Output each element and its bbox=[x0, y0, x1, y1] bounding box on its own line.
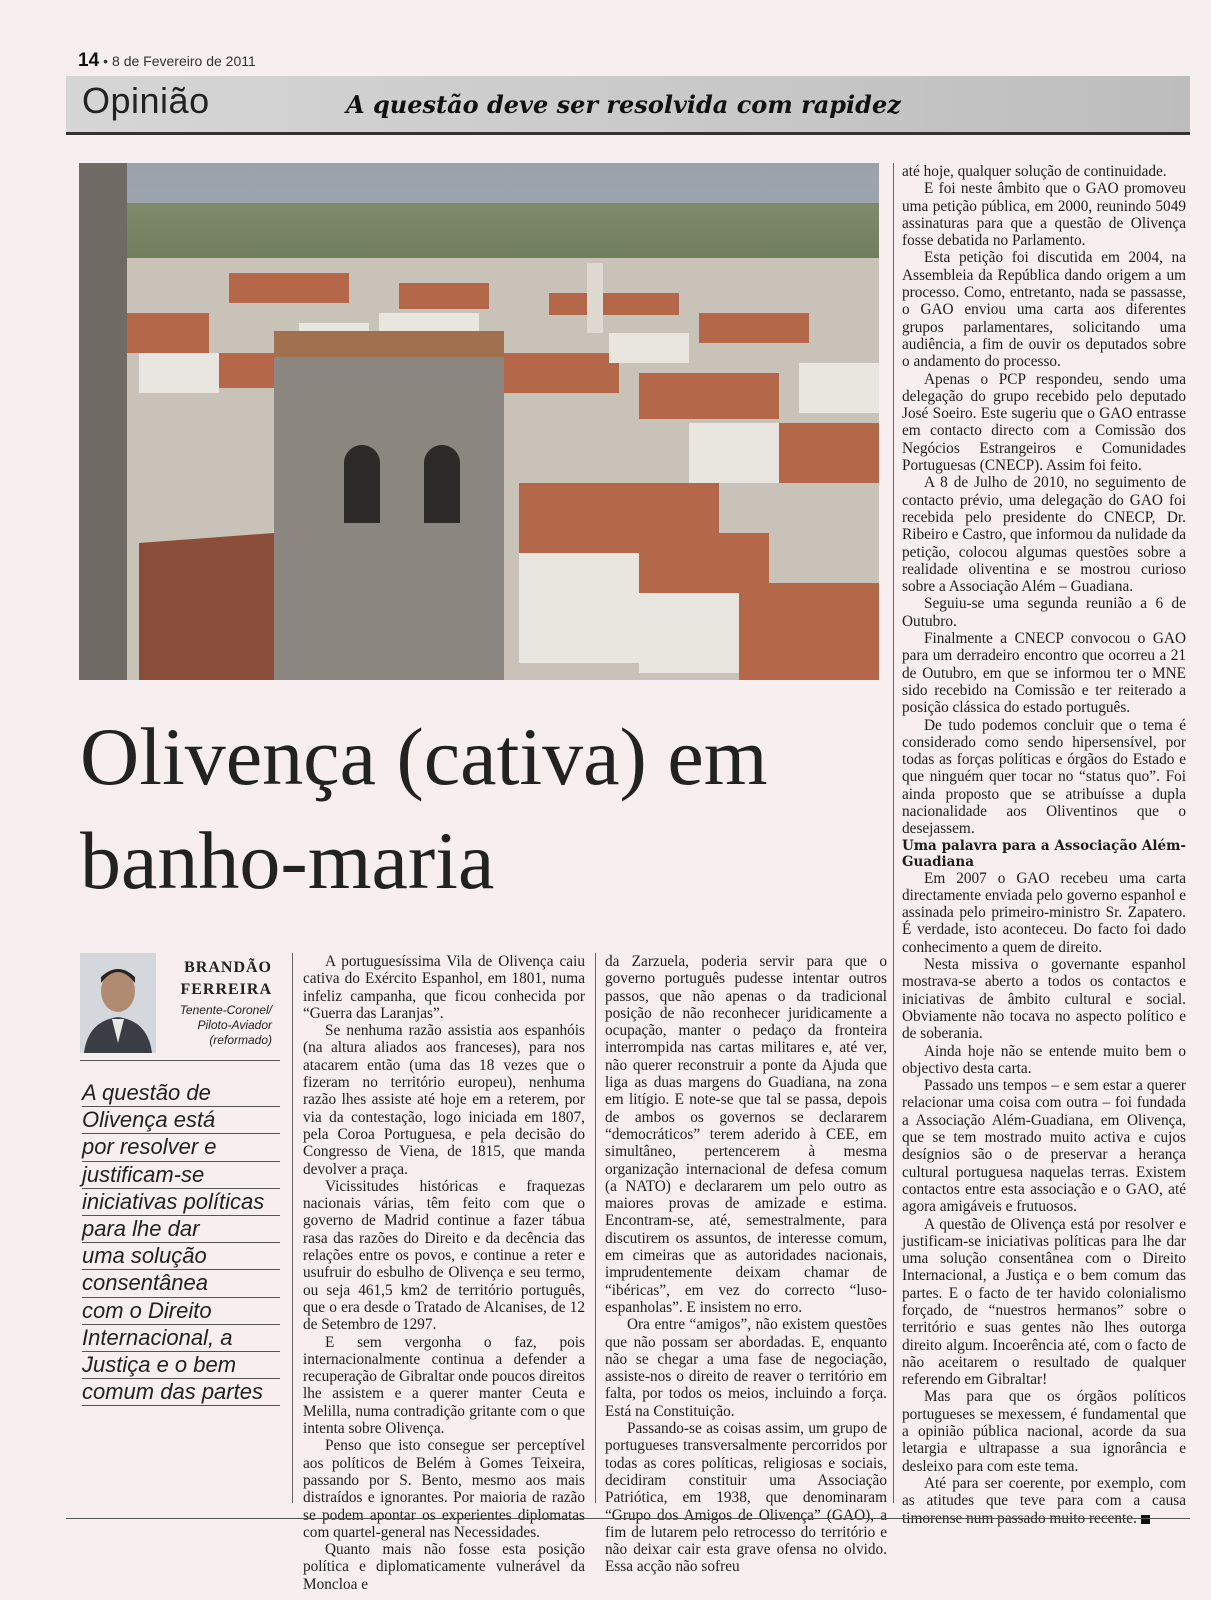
author-role-line: Piloto-Aviador bbox=[197, 1018, 272, 1032]
paragraph: Se nenhuma razão assistia aos espanhóis (na altura aliados aos franceses), para nos atacarem então (uma das 18 vezes que o fizeram no território europeu), nenhuma razão lhes assiste até hoje em a reterem, por via da contestação, logo iniciada em 1807, pela Coroa Portuguesa, e pela decisão do Congresso de Viena, de 1815, que manda devolver a praça. bbox=[303, 1022, 585, 1178]
author-role bbox=[180, 1003, 272, 1048]
paragraph: Esta petição foi discutida em 2004, na Assembleia da República dando origem a um processo. Como, entretanto, nada se passasse, o GAO enviou uma carta aos diferentes grupos parlamentares, solicitando uma audiência, a fim de ouvir os deputados sobre o andamento do processo. bbox=[902, 249, 1186, 371]
end-of-article-square-icon bbox=[1141, 1515, 1150, 1524]
pull-quote-line: consentânea bbox=[82, 1270, 280, 1297]
paragraph: Nesta missiva o governante espanhol mostrava-se aberto a todos os contactos e iniciativas de âmbito cultural e social. Obviamente não tocava no aspecto político e de soberania. bbox=[902, 956, 1186, 1043]
section-name: Opinião bbox=[82, 80, 210, 121]
article-headline: Olivença (cativa) em banho-maria bbox=[80, 711, 768, 906]
town-photo bbox=[79, 163, 879, 680]
paragraph: E sem vergonha o faz, pois internacionalmente continua a defender a recuperação de Gibraltar onde poucos direitos lhe assistem e a querer manter Ceuta e Melilla, numa contradição gritante com o que intenta sobre Olivença. bbox=[303, 1333, 585, 1438]
paragraph: Finalmente a CNECP convocou o GAO para um derradeiro encontro que ocorreu a 21 de Outubro, em que se informou ter o MNE sido recebido na Comissão e ter reiterado a posição clássica do estado português. bbox=[902, 630, 1186, 717]
page-number: 14 bbox=[78, 50, 100, 71]
pull-quote-line: Justiça e o bem bbox=[82, 1352, 280, 1379]
subheading: Uma palavra para a Associação Além-Guadiana bbox=[902, 837, 1186, 870]
pull-quote-line: por resolver e bbox=[82, 1134, 280, 1161]
pull-quote-line: comum das partes bbox=[82, 1379, 280, 1406]
olivenca-rooftops-image bbox=[79, 163, 879, 680]
folio-separator: • bbox=[103, 53, 109, 69]
paragraph: A portuguesíssima Vila de Olivença caiu cativa do Exército Espanhol, em 1801, numa infeliz campanha, que ficou conhecida por “Guerra das Laranjas”. bbox=[303, 953, 585, 1022]
pull-quote-line: com o Direito bbox=[82, 1298, 280, 1325]
paragraph: Passado uns tempos – e sem estar a querer relacionar uma coisa com outra – foi fundada a Associação Além-Guadiana, em Olivença, que se tem mostrado muito activa e cujos desígnios são o de preservar a herança cultural portuguesa naquelas terras. Existem contactos entre esta associação e o GAO, até agora amigáveis e frutuosos. bbox=[902, 1077, 1186, 1216]
pull-quote-line: uma solução bbox=[82, 1243, 280, 1270]
pull-quote-line: Olivença está bbox=[82, 1107, 280, 1134]
paragraph: Ainda hoje não se entende muito bem o objectivo desta carta. bbox=[902, 1042, 1186, 1077]
article-column-3 bbox=[902, 163, 1186, 1527]
paragraph: Em 2007 o GAO recebeu uma carta directamente enviada pelo governo espanhol e assinada pelo primeiro-ministro Sr. Zapatero. É verdade, isto aconteceu. Do facto foi dado conhecimento a quem de direito. bbox=[902, 869, 1186, 956]
paragraph: A questão de Olivença está por resolver e justificam-se iniciativas políticas para lhe dar uma solução consentânea com o Direito Internacional, a Justiça e o bem comum das partes. E o facto de ter havido colonialismo forçado, de “nuestros hermanos” sobre o território e suas gentes não lhes outorga direito algum. Incoerência até, com o facto de não aceitarem o resultado de qualquer referendo em Gibraltar! bbox=[902, 1215, 1186, 1389]
section-header-bar bbox=[66, 76, 1190, 135]
author-last-name: FERREIRA bbox=[180, 981, 272, 998]
author-portrait-image bbox=[80, 953, 156, 1053]
author-first-name: BRANDÃO bbox=[184, 959, 272, 976]
byline-divider bbox=[80, 1060, 280, 1061]
column-divider bbox=[595, 953, 596, 1503]
paragraph: De tudo podemos concluir que o tema é considerado como sendo hipersensível, por todas as forças políticas e órgãos do Estado e que ninguém quer tocar no “status quo”. Foi ainda proposto que se atribuísse a dupla nacionalidade aos Oliventinos que o desejassem. bbox=[902, 716, 1186, 838]
final-paragraph-text: Até para ser coerente, por exemplo, com as atitudes que teve para com a causa timorense num passado muito recente. bbox=[902, 1474, 1186, 1527]
section-tagline: A questão deve ser resolvida com rapidez bbox=[346, 90, 901, 119]
page-bottom-rule bbox=[66, 1518, 1190, 1519]
paragraph: Penso que isto consegue ser perceptível aos políticos de Belém à Gomes Teixeira, passando por S. Bento, mesmo aos mais distraídos e ignorantes. Por maioria de razão se podem apontar os experientes diplomatas com quartel-general nas Necessidades. bbox=[303, 1437, 585, 1541]
paragraph: Apenas o PCP respondeu, sendo uma delegação do grupo recebido pelo deputado José Soeiro. Este sugeriu que o GAO entrasse em contacto directo com a Comissão dos Negócios Estrangeiros e Comunidades Portuguesas (CNECP). Assim foi feito. bbox=[902, 370, 1186, 475]
author-role-line: Tenente-Coronel/ bbox=[179, 1003, 272, 1017]
paragraph bbox=[902, 1475, 1186, 1527]
paragraph: Quanto mais não fosse esta posição política e diplomaticamente vulnerável da Moncloa e bbox=[303, 1541, 585, 1593]
author-role-line: (reformado) bbox=[209, 1033, 272, 1047]
paragraph: E foi neste âmbito que o GAO promoveu uma petição pública, em 2000, reunindo 5049 assinaturas para que a questão de Olivença fosse debatida no Parlamento. bbox=[902, 180, 1186, 250]
column-divider bbox=[292, 953, 293, 1503]
issue-date: 8 de Fevereiro de 2011 bbox=[112, 53, 256, 69]
paragraph: Vicissitudes históricas e fraquezas nacionais várias, têm feito com que o governo de Madrid continue a fazer tábua rasa das razões do Direito e da decência das relações entre os povos, e continue a reter e usufruir do esbulho de Olivença e seu termo, ou seja 461,5 km2 de território português, que o era desde o Tratado de Alcanises, de 12 de Setembro de 1297. bbox=[303, 1177, 585, 1334]
paragraph: até hoje, qualquer solução de continuidade. bbox=[902, 163, 1167, 180]
author-byline bbox=[80, 953, 280, 1055]
paragraph: da Zarzuela, poderia servir para que o governo português pudesse intentar outros passos, que não apenas o da tradicional posição de não reconhecer juridicamente a ocupação, manter o pedaço da fronteira interrompida nas cartas militares e, até ver, não querer reconstruir a ponte da Ajuda que liga as duas margens do Guadiana, na zona em litígio. E note-se que tal se passa, depois de ambos os governos se declararem “democráticos” terem aderido à CEE, em simultâneo, pertencerem à mesma organização internacional de defesa comum (a NATO) e declararem um pelo outro as maiores provas de amizade e estima. Encontram-se, até, semestralmente, para discutirem os assuntos, de interesse comum, em cimeiras que as autoridades nacionais, imprudentemente deixam chamar de “ibéricas”, em vez do correcto “luso-espanholas”. E insistem no erro. bbox=[605, 953, 887, 1316]
page-folio bbox=[78, 50, 256, 72]
paragraph: Passando-se as coisas assim, um grupo de portugueses transversalmente percorridos por todas as cores políticas, religiosas e sociais, decidiram constituir uma Associação Patriótica, em 1938, que denominaram “Grupo dos Amigos de Olivença” (GAO), a fim de lutarem pelo retrocesso do território e não deixar cair esta grave ofensa no olvido. Essa acção não sofreu bbox=[605, 1420, 887, 1576]
paragraph: Seguiu-se uma segunda reunião a 6 de Outubro. bbox=[902, 595, 1186, 630]
author-name bbox=[180, 957, 272, 1001]
pull-quote-line: A questão de bbox=[82, 1080, 280, 1107]
pull-quote-line: para lhe dar bbox=[82, 1216, 280, 1243]
author-photo bbox=[80, 953, 156, 1053]
paragraph: Mas para que os órgãos políticos portugueses se mexessem, é fundamental que a opinião pública nacional, acorde da sua letargia e ultrapasse a sua ignorância e desleixo para com este tema. bbox=[902, 1388, 1186, 1475]
pull-quote-line: iniciativas políticas bbox=[82, 1189, 280, 1216]
pull-quote-line: justificam-se bbox=[82, 1162, 280, 1189]
pull-quote-line: Internacional, a bbox=[82, 1325, 280, 1352]
paragraph: Ora entre “amigos”, não existem questões que não possam ser abordadas. E, enquanto não se chegar a uma fase de negociação, assiste-nos o direito de reaver o território em falta, por todos os meios, incluindo a força. Está na Constituição. bbox=[605, 1316, 887, 1420]
pull-quote bbox=[82, 1080, 280, 1406]
article-column-1 bbox=[303, 953, 585, 1593]
paragraph: A 8 de Julho de 2010, no seguimento de contacto prévio, uma delegação do GAO foi recebida pelo presidente do CNECP, Dr. Ribeiro e Castro, que informou da nulidade da petição, colocou algumas questões sobre a realidade oliventina e se mostrou curioso sobre a Associação Além – Guadiana. bbox=[902, 474, 1186, 596]
column-divider bbox=[893, 163, 894, 1503]
article-column-2 bbox=[605, 953, 887, 1576]
